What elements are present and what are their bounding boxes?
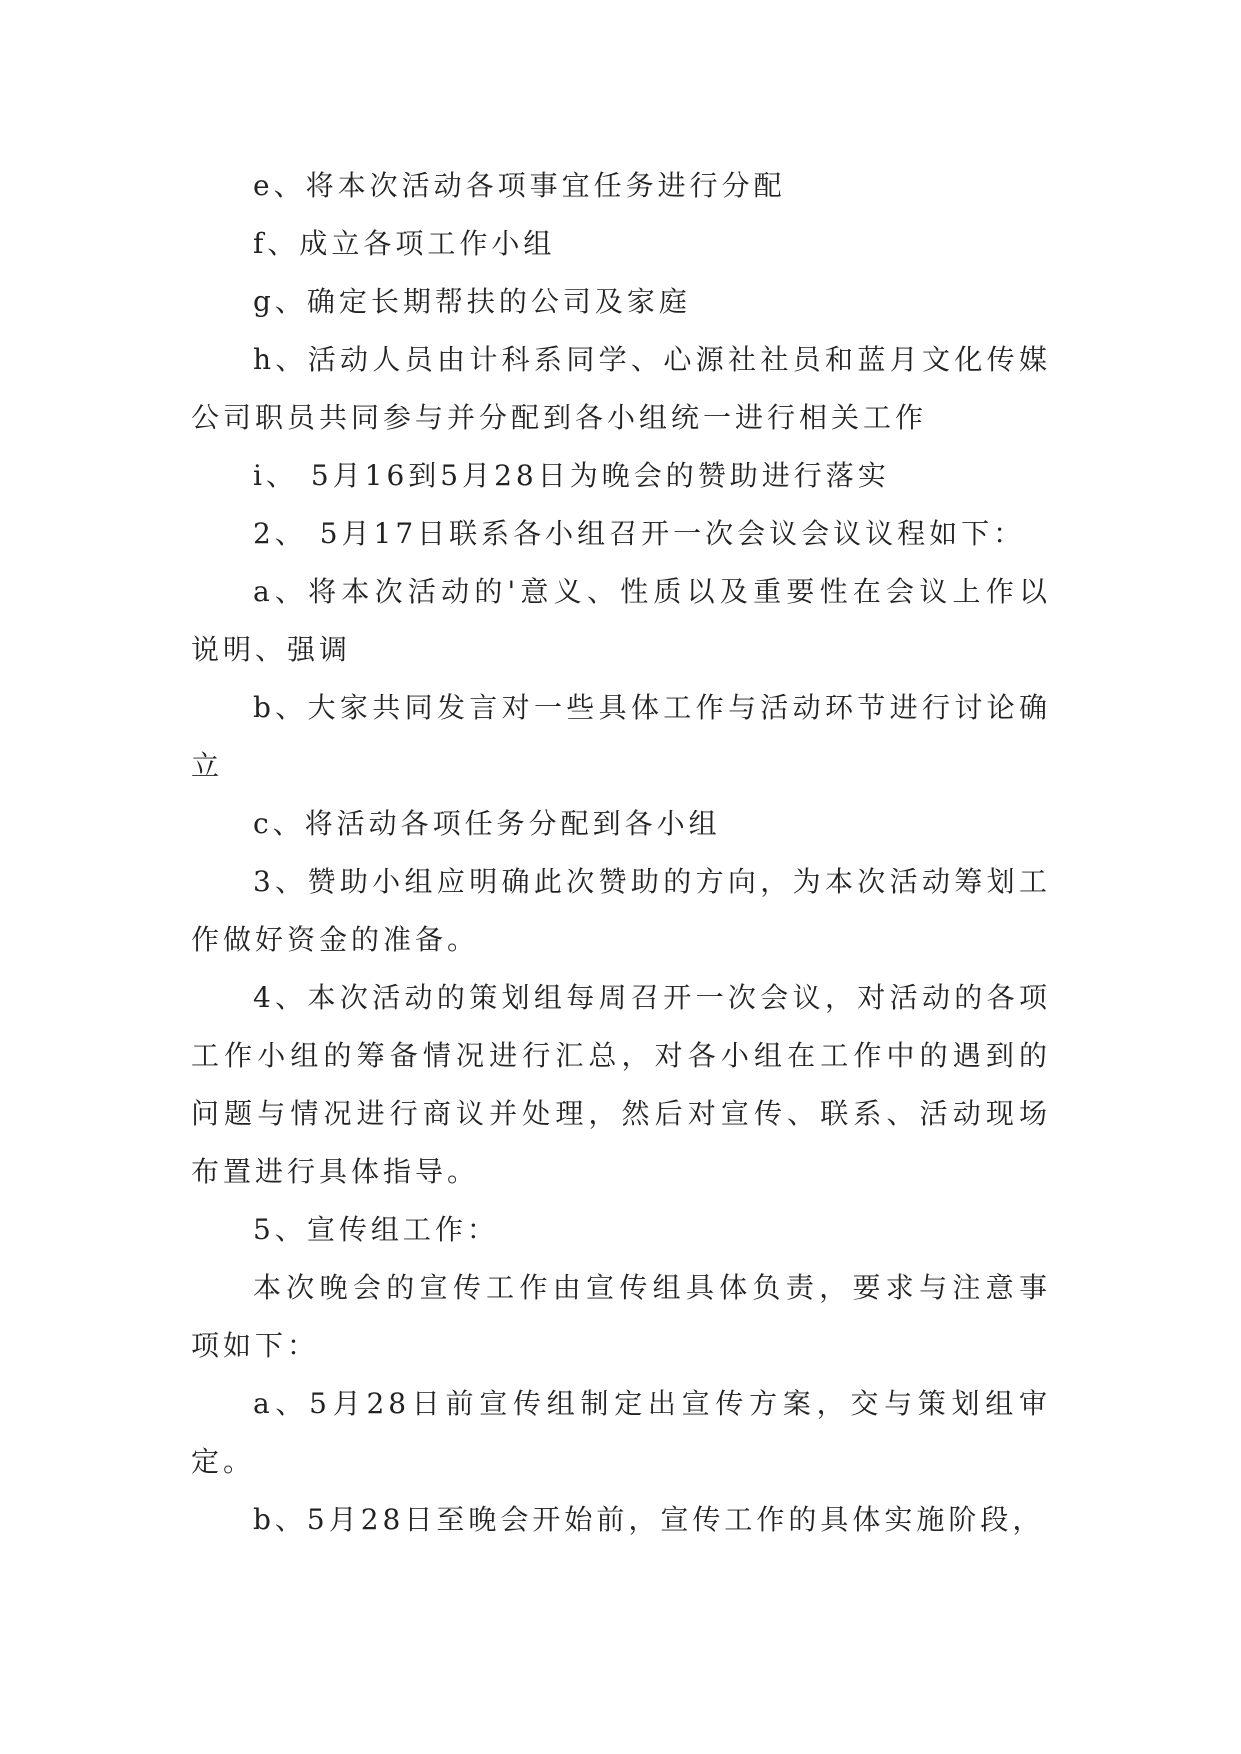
paragraph-5a: a、5月28日前宣传组制定出宣传方案，交与策划组审定。 bbox=[191, 1387, 1051, 1478]
paragraph-e: e、将本次活动各项事宜任务进行分配 bbox=[253, 169, 786, 202]
paragraph-i: i、 5月16到5月28日为晚会的赞助进行落实 bbox=[253, 459, 890, 492]
paragraph-h: h、活动人员由计科系同学、心源社社员和蓝月文化传媒公司职员共同参与并分配到各小组统一进行相关工作 bbox=[191, 343, 1051, 434]
paragraph-2c: c、将活动各项任务分配到各小组 bbox=[253, 807, 721, 840]
document-body bbox=[191, 157, 1051, 1549]
paragraph-2b: b、大家共同发言对一些具体工作与活动环节进行讨论确立 bbox=[191, 691, 1051, 782]
paragraph-3: 3、赞助小组应明确此次赞助的方向，为本次活动筹划工作做好资金的准备。 bbox=[191, 865, 1051, 956]
paragraph-g: g、确定长期帮扶的公司及家庭 bbox=[253, 285, 691, 318]
paragraph-2: 2、 5月17日联系各小组召开一次会议会议议程如下： bbox=[253, 517, 1026, 550]
paragraph-f: f、成立各项工作小组 bbox=[253, 227, 556, 260]
paragraph-5: 5、宣传组工作： bbox=[253, 1213, 499, 1246]
paragraph-4: 4、本次活动的策划组每周召开一次会议，对活动的各项工作小组的筹备情况进行汇总，对各小组在工作中的遇到的问题与情况进行商议并处理，然后对宣传、联系、活动现场布置进行具体指导。 bbox=[191, 981, 1051, 1188]
paragraph-2a: a、将本次活动的'意义、性质以及重要性在会议上作以说明、强调 bbox=[191, 575, 1051, 666]
paragraph-5b: b、5月28日至晚会开始前，宣传工作的具体实施阶段， bbox=[253, 1503, 1045, 1536]
paragraph-5-intro: 本次晚会的宣传工作由宣传组具体负责，要求与注意事项如下： bbox=[191, 1271, 1051, 1362]
